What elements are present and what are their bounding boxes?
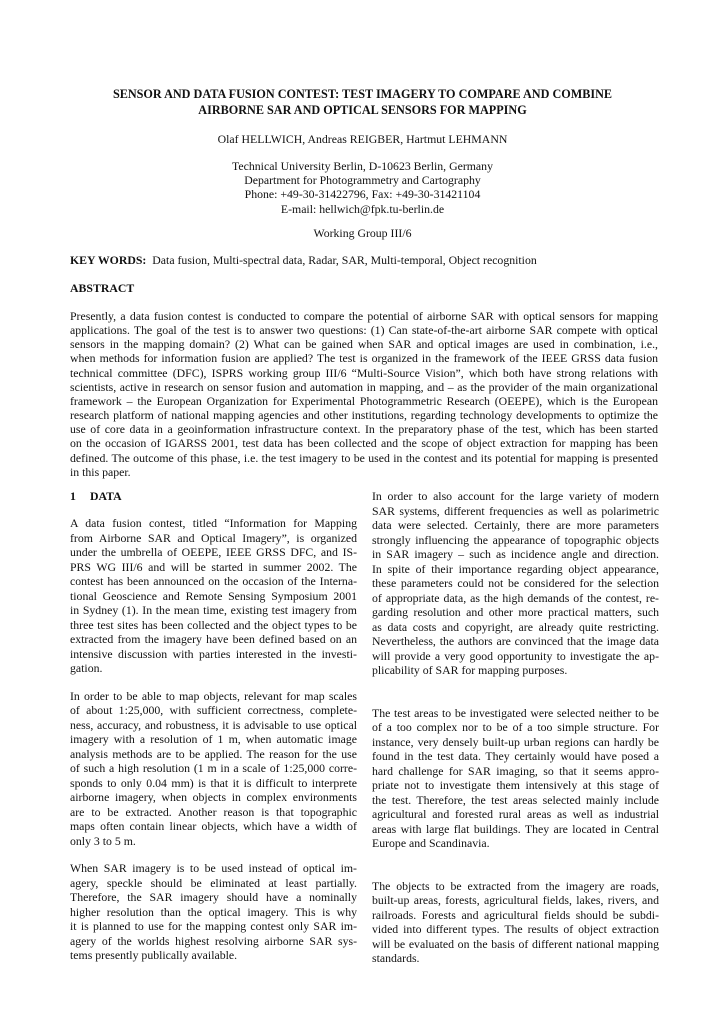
abstract-body [70, 309, 658, 479]
paragraph-line: of appropriate data, as the high demands of the contest, re- [372, 590, 659, 605]
affiliation-institution: Technical University Berlin, D-10623 Berlin, Germany [232, 159, 493, 173]
abstract-line: on the occasion of IGARSS 2001, test data has been collected and the scope of object extraction for mapping has been [70, 436, 658, 451]
paragraph-line: as data costs and copyright, are already quite restricting. [372, 619, 659, 634]
paragraph-line: only 3 to 5 m. [70, 833, 136, 848]
section-heading [70, 489, 122, 504]
title-line: SENSOR AND DATA FUSION CONTEST: TEST IMAGERY TO COMPARE AND COMBINE [112, 87, 613, 101]
paragraph-line: The objects to be extracted from the imagery are roads, [372, 878, 659, 893]
paragraph-line: these parameters could not be considered for the selection [372, 576, 659, 590]
paragraph-line: intensive discussion with parties interested in the investi- [70, 646, 357, 661]
paragraph-line: higher resolution than the optical imagery. This is why [70, 904, 357, 919]
paragraph-line: In spite of their importance regarding object appearance, [372, 561, 659, 576]
paragraph-line: contest has been announced on the occasion of the Interna- [70, 574, 357, 588]
paragraph-line: A data fusion contest, titled “Information for Mapping [70, 516, 357, 530]
paragraph-line: When SAR imagery is to be used instead of optical im- [70, 861, 357, 875]
paragraph-line: strongly influencing the appearance of topographic objects [372, 532, 659, 547]
paragraph-line: PRS WG III/6 and will be started in summer 2002. The [70, 559, 357, 574]
paragraph-line: priate not to investigate them intensively at this stage of [372, 778, 659, 792]
abstract-line: scientists, active in research on sensor fusion and automation in mapping, and – as the provider of the main organizational [70, 379, 658, 394]
paragraph-line: of about 1:25,000, with sufficient correctness, complete- [70, 703, 357, 717]
affiliation-email: E-mail: hellwich@fpk.tu-berlin.de [280, 201, 445, 216]
paragraph-line: built-up areas, forests, agricultural fields, lakes, rivers, and [372, 893, 659, 907]
right-column [372, 489, 659, 966]
paragraph-line: railroads. Forests and agricultural fields should be subdi- [372, 907, 659, 922]
paragraph-line: hard challenge for SAR imaging, so that it seems appro- [372, 763, 659, 778]
paragraph-line: areas with large flat buildings. They are located in Central [372, 821, 659, 836]
paragraph-line: Therefore, the SAR imagery should have a nominally [70, 890, 357, 904]
paragraph [372, 706, 659, 851]
paragraph-line: under the umbrella of OEEPE, IEEE GRSS DFC, and IS- [70, 545, 357, 559]
paragraph-line: of a too complex nor to be of a too simple structure. For [372, 720, 659, 734]
paragraph-line: of such a high resolution (1 m in a scale of 1:25,000 corre- [70, 761, 357, 775]
paragraph-line: in Sydney (1). In the mean time, existing test imagery from [70, 603, 357, 617]
keywords-label: KEY WORDS: [70, 253, 147, 267]
abstract-line: framework – the European Organization for Experimental Photogrammetric Research (OEEPE), which is the European [70, 393, 658, 408]
author-list: Olaf HELLWICH, Andreas REIGBER, Hartmut LEHMANN [217, 132, 508, 146]
paragraph-line: SAR systems, different frequencies as well as polarimetric [372, 503, 659, 518]
paragraph-line: airborne imagery, when objects in complex environments [70, 790, 357, 804]
abstract-line: technical committee (DFC), ISPRS working group III/6 “Multi-Source Vision”, which both have strong relations with [70, 365, 658, 380]
paragraph [372, 489, 659, 678]
paragraph-line: maps often contain linear objects, which have a width of [70, 819, 357, 833]
paragraph-line: from Airborne SAR and Optical Imagery”, is organized [70, 530, 357, 545]
paragraph-line: gation. [70, 661, 103, 675]
paragraph-line: imagery with a resolution of 1 m, when automatic image [70, 732, 357, 746]
affiliation-block [60, 159, 665, 216]
keywords-text: Data fusion, Multi-spectral data, Radar, SAR, Multi-temporal, Object recognition [152, 253, 537, 267]
paragraph-line: the test. Therefore, the test areas selected mainly include [372, 792, 659, 807]
working-group: Working Group III/6 [313, 226, 412, 240]
keywords-line [70, 253, 660, 268]
paragraph-line: In order to also account for the large variety of modern [372, 489, 659, 503]
paragraph-line: Europe and Scandinavia. [372, 836, 490, 850]
paragraph-line: tems presently publically available. [70, 948, 238, 962]
abstract-line: Presently, a data fusion contest is conducted to compare the potential of airborne SAR with optical sensors for mapping [70, 309, 658, 323]
paragraph-line: three test sites has been collected and the object types to be [70, 617, 357, 632]
paragraph-line: will provide a very good opportunity to investigate the ap- [372, 648, 659, 663]
paragraph-line: it is planned to use for the mapping contest only SAR im- [70, 919, 357, 933]
paragraph-line: data were selected. Certainly, there are more parameters [372, 518, 659, 532]
paragraph [70, 516, 357, 676]
paragraph-line: will be evaluated on the basis of different national mapping [372, 936, 659, 951]
paragraph-line: In order to be able to map objects, relevant for map scales [70, 688, 357, 703]
paper-title [60, 87, 665, 118]
abstract-line: defined. The outcome of this phase, i.e. the test imagery to be used in the contest and its potential for mapping is presented [70, 450, 658, 465]
paragraph-line: garding resolution and other more practical matters, such [372, 605, 659, 619]
paragraph-line: are to be extracted. Another reason is that topographic [70, 804, 357, 819]
abstract-line: in this paper. [70, 464, 131, 479]
paragraph-line: plicability of SAR for mapping purposes. [372, 663, 568, 677]
paragraph-line: extracted from the imagery have been defined based on an [70, 632, 357, 646]
paragraph-line: agricultural and forested rural areas as well as industrial [372, 807, 659, 821]
affiliation-department: Department for Photogrammetry and Cartography [244, 173, 481, 188]
paragraph-line: sponds to only 0.04 mm) is that it is difficult to interprete [70, 775, 357, 790]
abstract-line: applications. The goal of the test is to answer two questions: (1) Can state-of-the-art airborne SAR compete with optical [70, 323, 658, 338]
abstract-line: when methods for information fusion are applied? The test is organized in the framework of the IEEE GRSS data fusion [70, 351, 658, 366]
paragraph [70, 689, 357, 849]
paragraph-line: found in the test data. They certainly would have posed a [372, 749, 659, 763]
paragraph-line: tional Geoscience and Remote Sensing Symposium 2001 [70, 588, 357, 603]
paragraph-line: ness, accuracy, and robustness, it is advisable to use optical [70, 717, 357, 732]
paragraph-line: instance, very densely built-up urban regions can hardly be [372, 734, 659, 749]
abstract-line: sensors in the mapping domain? (2) What can be gained when SAR and optical images are used in combination, i.e., [70, 337, 658, 352]
section-title: DATA [90, 489, 122, 503]
paragraph-line: agery of the worlds highest resolving airborne SAR sys- [70, 933, 357, 948]
abstract-heading: ABSTRACT [70, 281, 135, 295]
left-column [70, 516, 357, 963]
paragraph [70, 861, 357, 963]
paragraph [372, 879, 659, 966]
paragraph-line: analysis methods are to be applied. The reason for the use [70, 746, 357, 761]
abstract-line: research platform of national mapping agencies and other institutions, regarding technology developments to optimize the [70, 408, 658, 423]
section-number: 1 [70, 489, 76, 503]
paragraph-line: standards. [372, 951, 420, 965]
paragraph-line: The test areas to be investigated were selected neither to be [372, 705, 659, 720]
paragraph-line: vided into different types. The results of object extraction [372, 922, 659, 936]
title-line: AIRBORNE SAR AND OPTICAL SENSORS FOR MAPPING [198, 102, 527, 117]
paragraph-line: in SAR imagery – such as incidence angle and direction. [372, 547, 659, 561]
paragraph-line: Nevertheless, the authors are convinced that the image data [372, 634, 659, 648]
paragraph-line: agery, speckle should be eliminated at least partially. [70, 875, 357, 890]
affiliation-phone-fax: Phone: +49-30-31422796, Fax: +49-30-31421104 [244, 187, 481, 202]
abstract-line: use of core data in a geoinformation infrastructure context. In the preparatory phase of the test, which has been started [70, 422, 658, 437]
